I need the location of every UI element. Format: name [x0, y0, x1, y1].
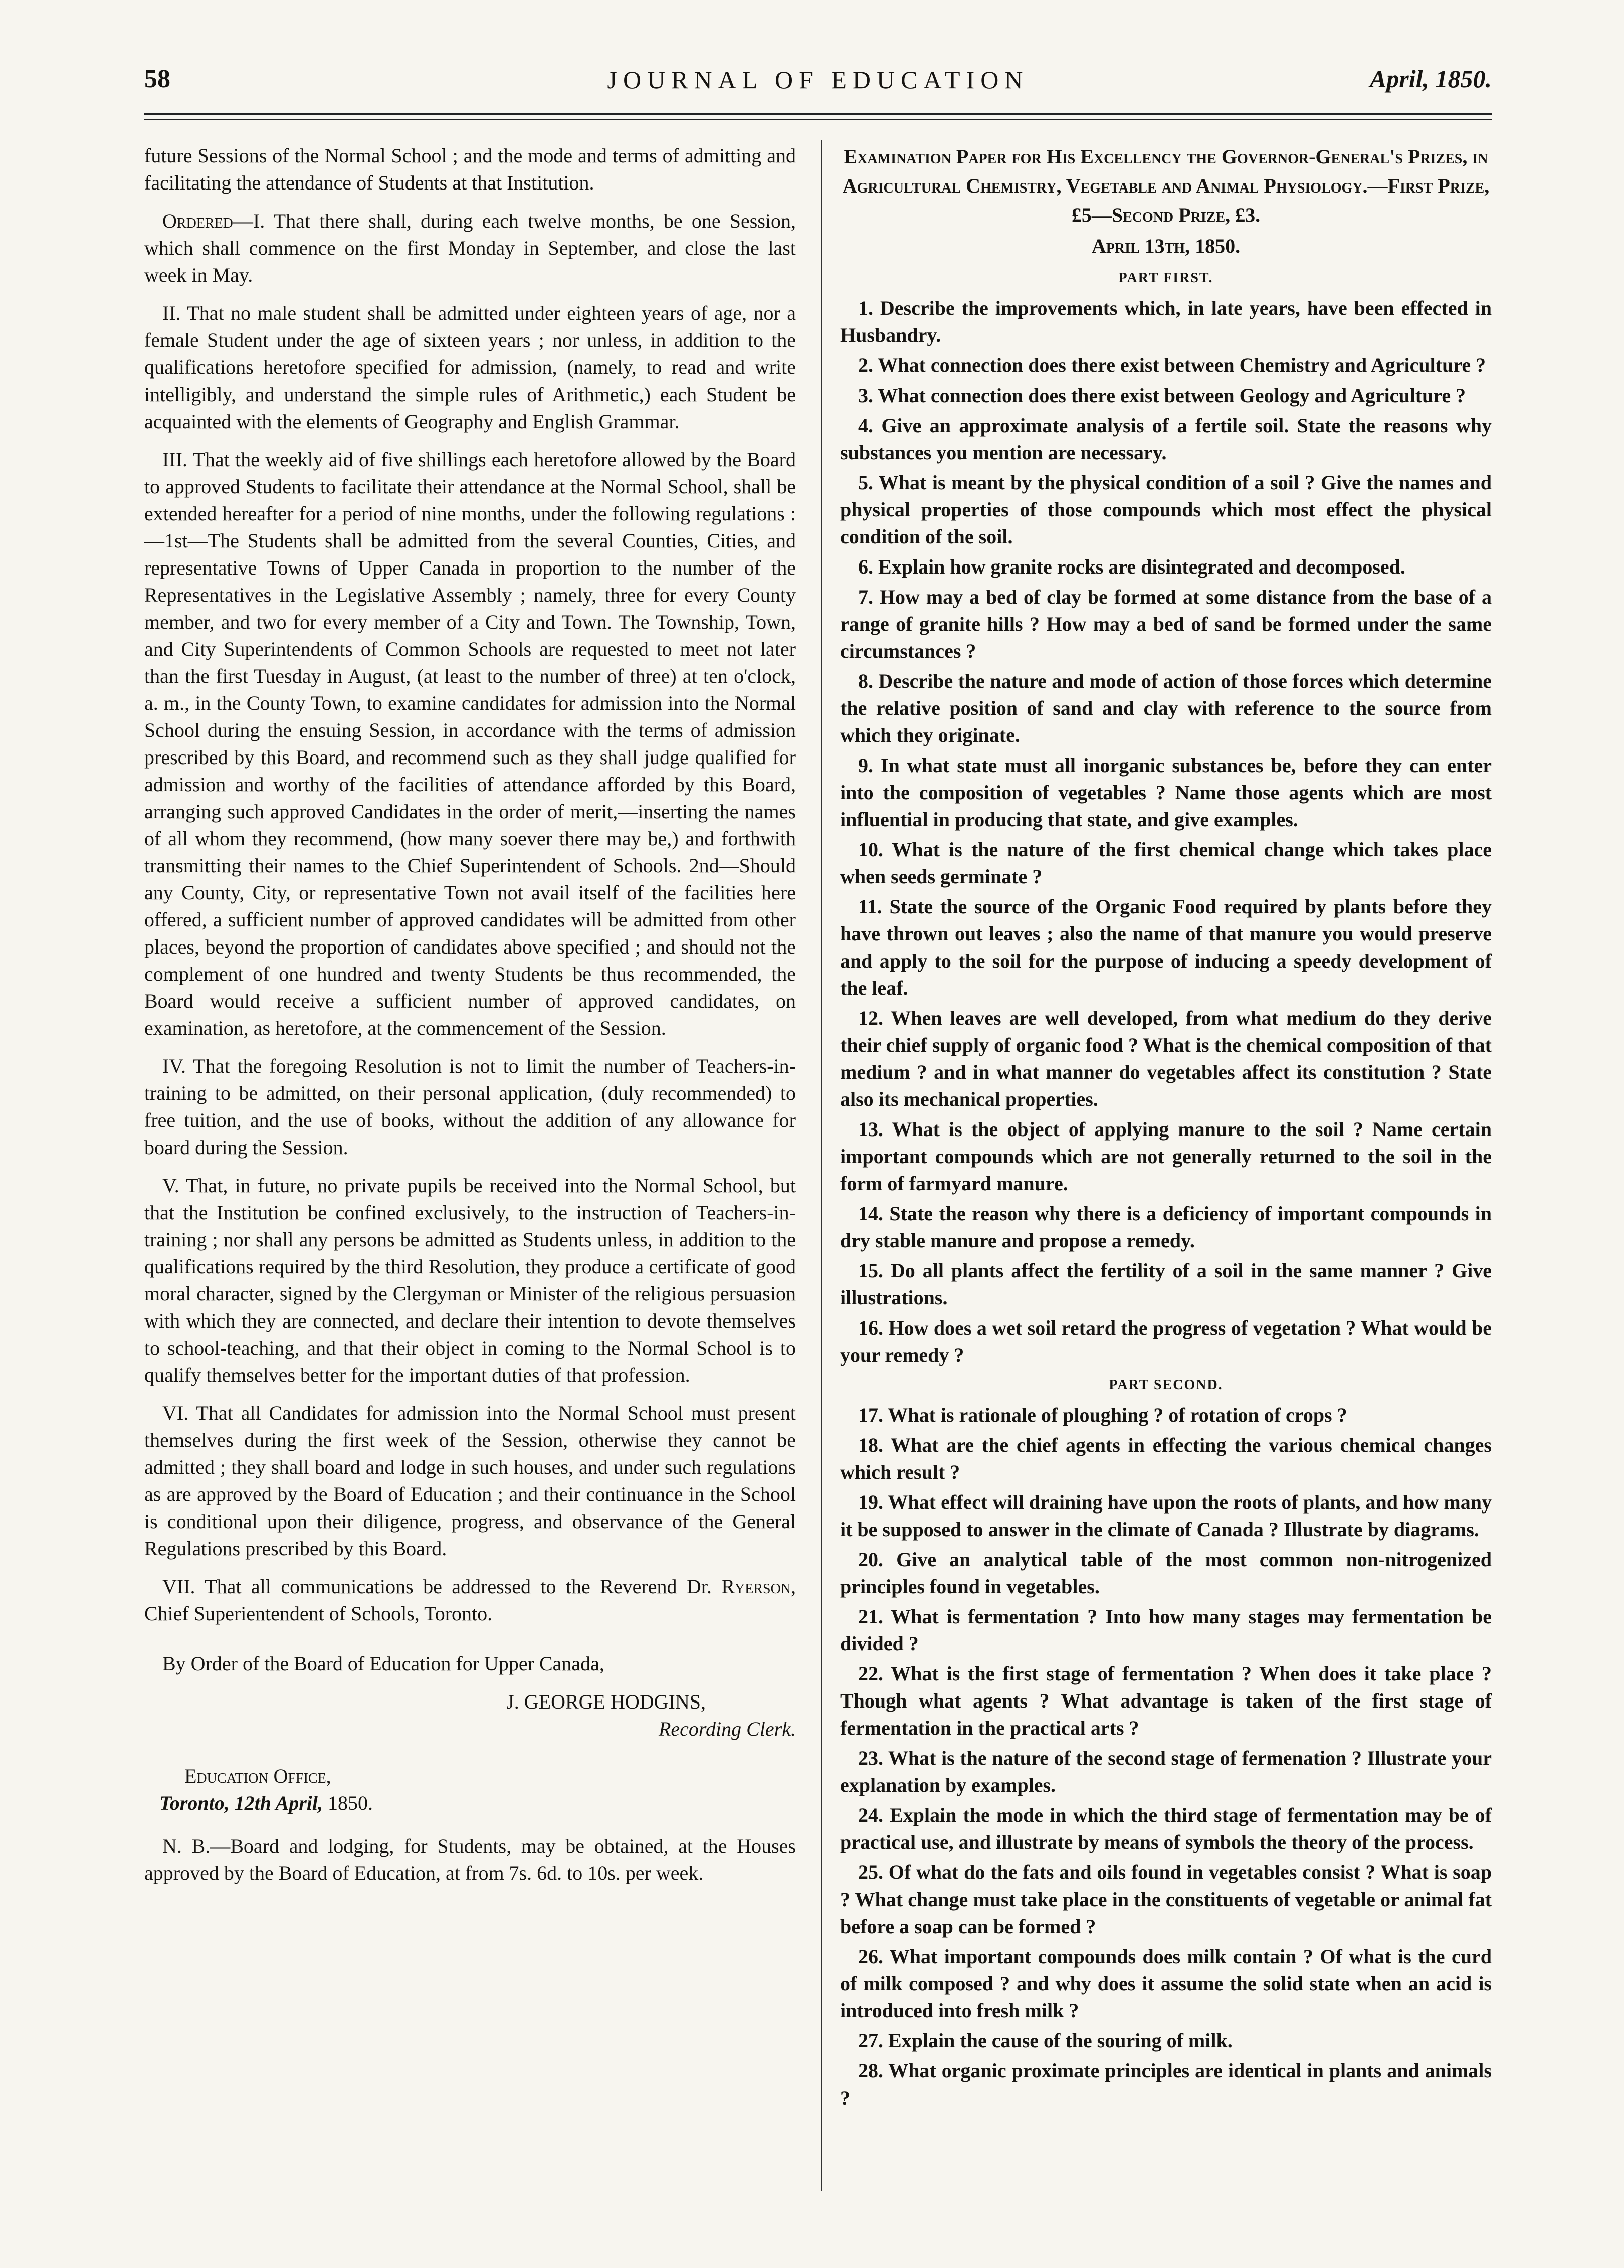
exam-question: 15. Do all plants affect the fertility of a soil in the same manner ? Give illustrations.	[840, 1259, 1492, 1309]
issue-date: April, 1850.	[1369, 65, 1492, 93]
exam-question: 7. How may a bed of clay be formed at some distance from the base of a range of granite hills ? How may a bed of sand be formed under the same circumstances ?	[840, 586, 1492, 662]
office-year: 1850.	[328, 1792, 373, 1814]
order-line: By Order of the Board of Education for Upper Canada,	[162, 1652, 604, 1675]
board-note: N. B.—Board and lodging, for Students, may be obtained, at the Houses approved by the Board of Education, at from 7s. 6d. to 10s. per week.	[144, 1835, 796, 1884]
part-second-questions	[840, 1402, 1492, 2112]
exam-question: 19. What effect will draining have upon the roots of plants, and how many it be supposed to answer in the climate of Canada ? Illustrate by diagrams.	[840, 1491, 1492, 1541]
ordered-text: —I. That there shall, during each twelve months, be one Session, which shall commence on the first Monday in September, and close the last week in May.	[144, 210, 796, 286]
page-header	[144, 60, 1492, 115]
exam-heading: Examination Paper for His Excellency the Governor-General's Prizes, in Agricultural Chemistry, Vegetable and Animal Physiology.—First Prize, £5—Second Prize, £3.	[842, 145, 1490, 226]
journal-title: JOURNAL OF EDUCATION	[607, 66, 1029, 94]
resolution-iv: IV. That the foregoing Resolution is not to limit the number of Teachers-in-training to be admitted, on their personal application, (duly recommended) to free tuition, and the use of books, without the addition of any allowance for board during the Session.	[144, 1055, 796, 1159]
signature-title: Recording Clerk.	[658, 1718, 796, 1740]
office-place: Toronto, 12th April,	[159, 1792, 323, 1814]
exam-question: 23. What is the nature of the second stage of fermenation ? Illustrate your explanation by examples.	[840, 1747, 1492, 1796]
office-date	[159, 1790, 796, 1817]
exam-question: 10. What is the nature of the first chemical change which takes place when seeds germinate ?	[840, 838, 1492, 888]
exam-question: 17. What is rationale of ploughing ? of rotation of crops ?	[858, 1404, 1347, 1426]
part-first-heading: PART FIRST.	[1118, 270, 1213, 286]
page-number: 58	[144, 65, 170, 93]
exam-question: 1. Describe the improvements which, in late years, have been effected in Husbandry.	[840, 297, 1492, 346]
exam-question: 11. State the source of the Organic Food required by plants before they have thrown out leaves ; also the name of that manure you would preserve and apply to the soil for the purpose of inducing a speedy development of the leaf.	[840, 895, 1492, 999]
exam-question: 6. Explain how granite rocks are disintegrated and decomposed.	[858, 555, 1405, 578]
exam-question: 5. What is meant by the physical condition of a soil ? Give the names and physical properties of those compounds which most effect the physical condition of the soil.	[840, 471, 1492, 548]
exam-question: 13. What is the object of applying manure to the soil ? Name certain important compounds which are not generally returned to the soil in the form of farmyard manure.	[840, 1118, 1492, 1195]
right-column	[840, 142, 1492, 2115]
resolution-iii: III. That the weekly aid of five shillings each heretofore allowed by the Board to approved Students to facilitate their attendance at the Normal School, shall be extended hereafter for a period of nine months, under the following regulations :—1st—The Students shall be admitted from the several Counties, Cities, and representative Towns of Upper Canada in proportion to the number of the Representatives in the Legislative Assembly ; namely, three for every County member, and two for every member of a City and Town. The Township, Town, and City Superintendents of Common Schools are requested to meet not later than the first Tuesday in August, (at least to the number of three) at ten o'clock, a. m., in the County Town, to examine candidates for admission into the Normal School during the ensuing Session, in accordance with the terms of admission prescribed by this Board, and recommend such as they shall judge qualified for admission and worthy of the facilities of attendance afforded by this Board, arranging such approved Candidates in the order of merit,—inserting the names of all whom they recommend, (how many soever there may be,) and forthwith transmitting their names to the Chief Superintendent of Schools. 2nd—Should any County, City, or representative Town not avail itself of the facilities here offered, a sufficient number of approved candidates will be admitted from other places, beyond the proportion of candidates above specified ; and should not the complement of one hundred and twenty Students be thus recommended, the Board would receive a sufficient number of approved candidates, on examination, as heretofore, at the commencement of the Session.	[144, 448, 796, 1039]
exam-question: 8. Describe the nature and mode of action of those forces which determine the relative position of sand and clay with reference to the source from which they originate.	[840, 670, 1492, 746]
signature-name: J. GEORGE HODGINS,	[506, 1690, 706, 1713]
exam-question: 18. What are the chief agents in effecting the various chemical changes which result ?	[840, 1434, 1492, 1483]
resolution-vii	[144, 1573, 796, 1627]
exam-question: 27. Explain the cause of the souring of milk.	[858, 2029, 1233, 2052]
resolution-v: V. That, in future, no private pupils be received into the Normal School, but that the Institution be confined exclusively, to the instruction of Teachers-in-training ; nor shall any persons be admitted as Students unless, in addition to the qualifications required by the third Resolution, they produce a certificate of good moral character, signed by the Clergyman or Minister of the religious persuasion with which they are connected, and declare their intention to devote themselves to school-teaching, and that their object in coming to the Normal School is to qualify themselves better for the important duties of that profession.	[144, 1174, 796, 1386]
ordered-label: Ordered	[162, 210, 233, 232]
intro-paragraph: future Sessions of the Normal School ; and the mode and terms of admitting and facilitating the attendance of Students at that Institution.	[144, 144, 796, 194]
resolution-ii: II. That no male student shall be admitted under eighteen years of age, nor a female Student under the age of sixteen years ; nor unless, in addition to the qualifications heretofore specified for admission, (namely, to read and write intelligibly, and understand the simple rules of Arithmetic,) each Student be acquainted with the elements of Geography and English Grammar.	[144, 302, 796, 433]
exam-question: 28. What organic proximate principles are identical in plants and animals ?	[840, 2059, 1492, 2109]
exam-question: 14. State the reason why there is a deficiency of important compounds in dry stable manure and propose a remedy.	[840, 1202, 1492, 1252]
exam-question: 3. What connection does there exist between Geology and Agriculture ?	[858, 384, 1466, 407]
exam-question: 24. Explain the mode in which the third stage of fermentation may be of practical use, and illustrate by means of symbols the theory of the process.	[840, 1804, 1492, 1853]
vii-name: Ryerson	[721, 1575, 791, 1598]
header-rule-thin	[144, 119, 1492, 120]
exam-question: 16. How does a wet soil retard the progress of vegetation ? What would be your remedy ?	[840, 1316, 1492, 1366]
exam-question: 9. In what state must all inorganic substances be, before they can enter into the composition of vegetables ? Name those agents which are most influential in producing that state, and give examples.	[840, 754, 1492, 831]
office-name: Education Office,	[184, 1765, 331, 1787]
exam-question: 22. What is the first stage of fermentation ? When does it take place ? Though what agents ? What advantage is taken of the first stage of fermentation in the practical arts ?	[840, 1662, 1492, 1739]
vii-suffix: , Chief Superientendent of Schools, Toronto.	[144, 1575, 796, 1625]
ordered-paragraph	[144, 208, 796, 289]
exam-date: April 13th, 1850.	[1091, 235, 1241, 257]
exam-question: 25. Of what do the fats and oils found in vegetables consist ? What is soap ? What change must take place in the constituents of vegetable or animal fat before a soap can be formed ?	[840, 1861, 1492, 1938]
part-second-heading: PART SECOND.	[1109, 1377, 1223, 1393]
vii-prefix: VII. That all communications be addressed to the Reverend Dr.	[162, 1575, 712, 1598]
exam-question: 26. What important compounds does milk contain ? Of what is the curd of milk composed ? and why does it assume the solid state when an acid is introduced into fresh milk ?	[840, 1945, 1492, 2022]
exam-question: 21. What is fermentation ? Into how many stages may fermentation be divided ?	[840, 1605, 1492, 1655]
resolution-vi: VI. That all Candidates for admission into the Normal School must present themselves during the first week of the Session, otherwise they cannot be admitted ; they shall board and lodge in such houses, and under such regulations as are approved by the Board of Education ; and their continuance in the School is conditional upon their diligence, progress, and observance of the General Regulations prescribed by this Board.	[144, 1402, 796, 1560]
part-first-questions	[840, 295, 1492, 1369]
column-divider	[821, 140, 822, 2191]
exam-question: 20. Give an analytical table of the most common non-nitrogenized principles found in vegetables.	[840, 1548, 1492, 1598]
exam-question: 2. What connection does there exist between Chemistry and Agriculture ?	[858, 354, 1486, 376]
header-rule-thick	[144, 113, 1492, 115]
left-column	[144, 142, 796, 1887]
exam-question: 4. Give an approximate analysis of a fertile soil. State the reasons why substances you mention are necessary.	[840, 414, 1492, 464]
exam-question: 12. When leaves are well developed, from what medium do they derive their chief supply of organic food ? What is the chemical composition of that medium ? and in what manner do vegetables affect its constitution ? State also its mechanical properties.	[840, 1007, 1492, 1110]
